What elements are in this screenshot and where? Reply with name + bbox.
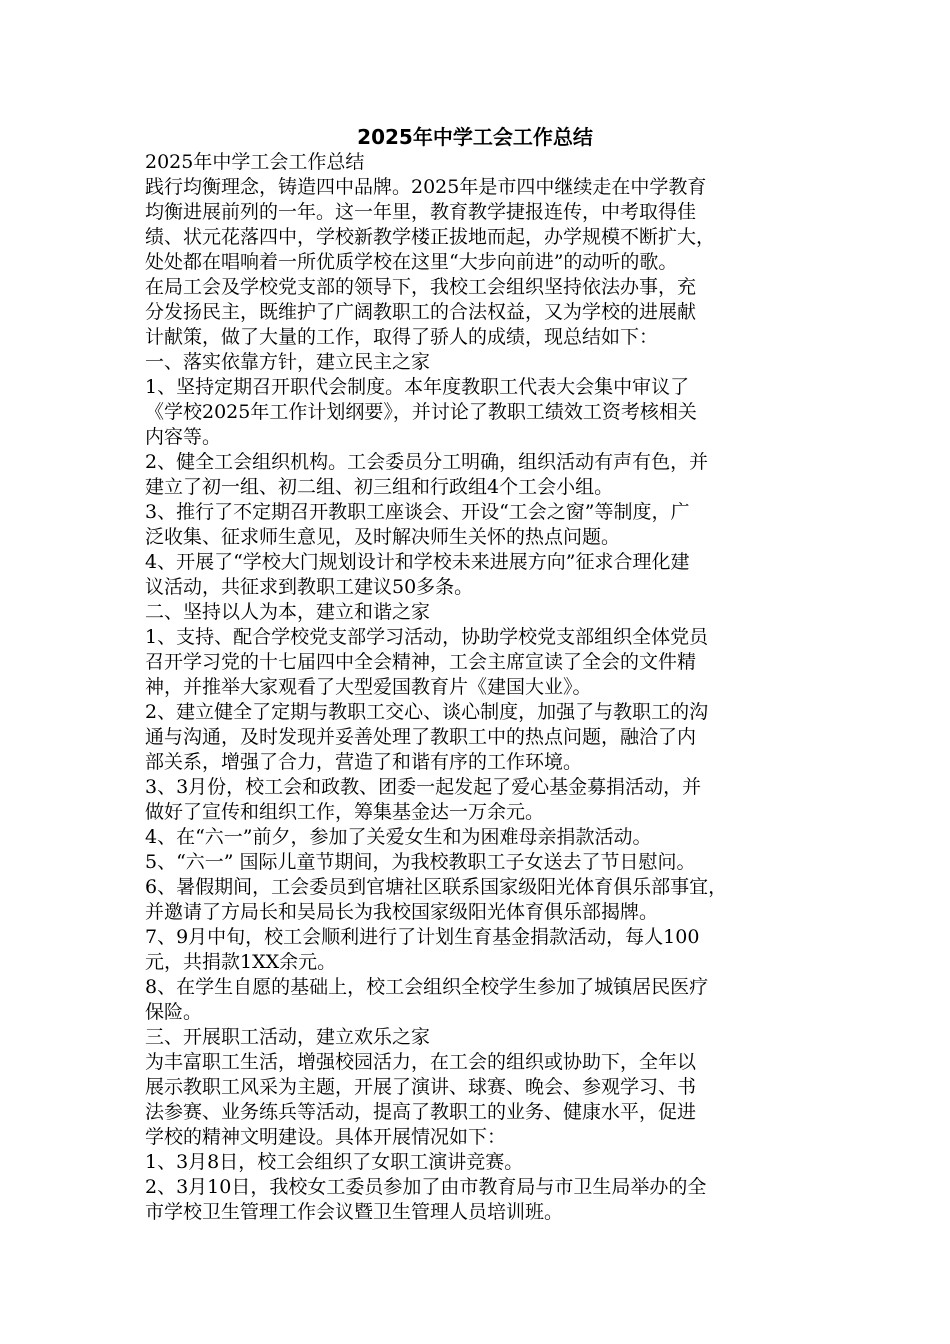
body-line: 法参赛、业务练兵等活动，提高了教职工的业务、健康水平，促进 [145,1101,697,1123]
body-line: 1、支持、配合学校党支部学习活动，协助学校党支部组织全体党员 [145,626,709,648]
body-line: 2、健全工会组织机构。工会委员分工明确，组织活动有声有色，并 [145,451,709,473]
body-line: 2025年中学工会工作总结 [145,151,365,173]
body-line: 1、3月8日，校工会组织了女职工演讲竞赛。 [145,1151,524,1173]
body-line: 2、建立健全了定期与教职工交心、谈心制度，加强了与教职工的沟 [145,701,709,723]
body-line: 议活动，共征求到教职工建议50多条。 [145,576,474,598]
body-line: 三、开展职工活动，建立欢乐之家 [145,1026,431,1048]
body-line: 分发扬民主，既维护了广阔教职工的合法权益，又为学校的进展献 [145,301,697,323]
body-line: 元，共捐款1XX余元。 [145,951,337,973]
body-line: 内容等。 [145,426,222,448]
body-line: 2、3月10日，我校女工委员参加了由市教育局与市卫生局举办的全 [145,1176,707,1198]
document-body [145,150,815,1225]
body-line: 《学校2025年工作计划纲要》，并讨论了教职工绩效工资考核相关 [145,401,697,423]
body-line: 通与沟通，及时发现并妥善处理了教职工中的热点问题，融洽了内 [145,726,697,748]
body-line: 8、在学生自愿的基础上，校工会组织全校学生参加了城镇居民医疗 [145,976,709,998]
body-line: 一、落实依靠方针，建立民主之家 [145,351,431,373]
body-line: 建立了初一组、初二组、初三组和行政组4个工会小组。 [145,476,614,498]
body-line: 二、坚持以人为本，建立和谐之家 [145,601,431,623]
body-line: 神，并推举大家观看了大型爱国教育片《建国大业》。 [145,676,592,698]
body-line: 绩、状元花落四中，学校新教学楼正拔地而起，办学规模不断扩大， [145,226,716,248]
body-line: 7、9月中旬，校工会顺利进行了计划生育基金捐款活动，每人100 [145,926,700,948]
body-line: 展示教职工风采为主题，开展了演讲、球赛、晚会、参观学习、书 [145,1076,697,1098]
body-line: 做好了宣传和组织工作，筹集基金达一万余元。 [145,801,545,823]
body-line: 召开学习党的十七届四中全会精神，工会主席宣读了全会的文件精 [145,651,697,673]
body-line: 泛收集、征求师生意见，及时解决师生关怀的热点问题。 [145,526,621,548]
body-line: 均衡进展前列的一年。这一年里，教育教学捷报连传，中考取得佳 [145,201,697,223]
body-line: 6、暑假期间，工会委员到官塘社区联系国家级阳光体育俱乐部事宜， [145,876,728,898]
body-line: 4、在“六一”前夕，参加了关爱女生和为困难母亲捐款活动。 [145,826,652,848]
body-line: 学校的精神文明建设。具体开展情况如下： [145,1126,507,1148]
body-line: 并邀请了方局长和吴局长为我校国家级阳光体育俱乐部揭牌。 [145,901,659,923]
body-line: 处处都在唱响着一所优质学校在这里“大步向前进”的动听的歌。 [145,251,678,273]
body-line: 5、“六一” 国际儿童节期间，为我校教职工子女送去了节日慰问。 [145,851,696,873]
body-line: 保险。 [145,1001,203,1023]
body-line: 为丰富职工生活，增强校园活力，在工会的组织或协助下，全年以 [145,1051,697,1073]
body-line: 4、开展了“学校大门规划设计和学校未来进展方向”征求合理化建 [145,551,690,573]
body-line: 践行均衡理念，铸造四中品牌。2025年是市四中继续走在中学教育 [145,176,707,198]
body-line: 1、坚持定期召开职代会制度。本年度教职工代表大会集中审议了 [145,376,690,398]
body-line: 3、3月份，校工会和政教、团委一起发起了爱心基金募捐活动，并 [145,776,702,798]
body-line: 3、推行了不定期召开教职工座谈会、开设“工会之窗”等制度，广 [145,501,690,523]
document-title: 2025年中学工会工作总结 [357,125,593,149]
body-line: 市学校卫生管理工作会议暨卫生管理人员培训班。 [145,1201,564,1223]
body-line: 部关系，增强了合力，营造了和谐有序的工作环境。 [145,751,583,773]
body-line: 在局工会及学校党支部的领导下，我校工会组织坚持依法办事，充 [145,276,697,298]
body-line: 计献策，做了大量的工作，取得了骄人的成绩，现总结如下： [145,326,659,348]
